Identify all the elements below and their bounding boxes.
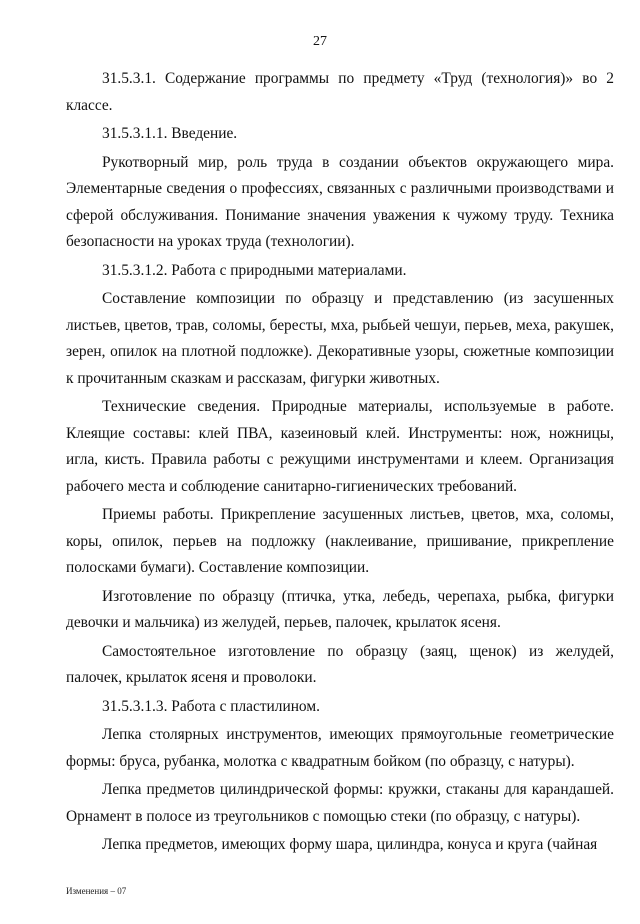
subsection-heading-natural-materials: 31.5.3.1.2. Работа с природными материалами. [102, 261, 407, 279]
paragraph: Приемы работы. Прикрепление засушенных листьев, цветов, мха, соломы, коры, опилок, перьев на подложку (наклеивание, пришивание, прикрепление полосками бумаги). Составление композиции. [66, 506, 614, 576]
footer-note: Изменения – 07 [66, 886, 127, 896]
paragraph: Самостоятельное изготовление по образцу (заяц, щенок) из желудей, палочек, крылаток ясеня и проволоки. [66, 642, 614, 686]
paragraph: Лепка предметов цилиндрической формы: кружки, стаканы для карандашей. Орнамент в полосе из треугольников с помощью стеки (по образцу, с натуры). [66, 781, 614, 825]
subsection-heading-plasticine: 31.5.3.1.3. Работа с пластилином. [102, 697, 320, 715]
section-title: 31.5.3.1. Содержание программы по предмету «Труд (технология)» во 2 классе. [66, 70, 614, 114]
paragraph: Технические сведения. Природные материалы, используемые в работе. Клеящие составы: клей ПВА, казеиновый клей. Инструменты: нож, ножницы, игла, кисть. Правила работы с режущими инструментами и клеем. Организация рабочего места и соблюдение санитарно-гигиенических требований. [66, 398, 614, 495]
paragraph: Изготовление по образцу (птичка, утка, лебедь, черепаха, рыбка, фигурки девочки и мальчика) из желудей, перьев, палочек, крылаток ясеня. [66, 587, 614, 631]
paragraph: Лепка столярных инструментов, имеющих прямоугольные геометрические формы: бруса, рубанка, молотка с квадратным бойком (по образцу, с натуры). [66, 726, 614, 770]
subsection-heading-intro: 31.5.3.1.1. Введение. [102, 125, 238, 142]
paragraph: Рукотворный мир, роль труда в создании объектов окружающего мира. Элементарные сведения о профессиях, связанных с различными производствами и сферой обслуживания. Понимание значения уважения к чужому труду. Техника безопасности на уроках труда (технологии). [66, 153, 614, 250]
paragraph: Составление композиции по образцу и представлению (из засушенных листьев, цветов, трав, соломы, бересты, мха, рыбьей чешуи, перьев, меха, ракушек, зерен, опилок на плотной подложке). Декоративные узоры, сюжетные композиции к прочитанным сказкам и рассказам, фигурки животных. [66, 290, 614, 387]
paragraph: Лепка предметов, имеющих форму шара, цилиндра, конуса и круга (чайная [102, 836, 598, 853]
page-number: 27 [313, 34, 327, 49]
document-body [66, 66, 614, 861]
